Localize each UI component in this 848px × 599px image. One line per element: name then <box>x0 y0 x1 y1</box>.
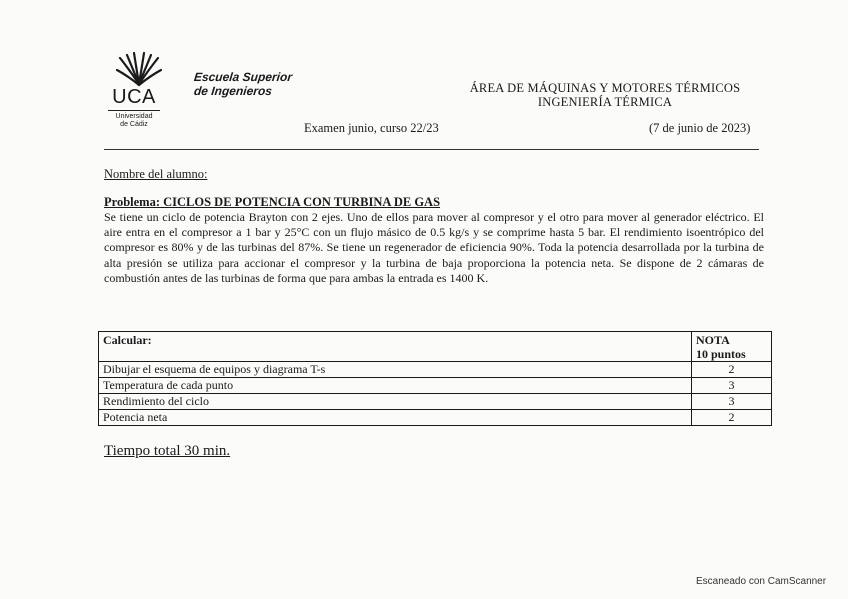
header-nota <box>692 332 772 362</box>
total-time: Tiempo total 30 min. <box>104 443 231 459</box>
exam-session: Examen junio, curso 22/23 <box>304 121 439 135</box>
grading-table <box>98 331 772 426</box>
header-divider <box>104 149 759 150</box>
points-cell: 3 <box>692 394 772 410</box>
student-name-label: Nombre del alumno: <box>104 167 208 181</box>
uca-emblem-icon <box>114 52 164 88</box>
points-cell: 2 <box>692 362 772 378</box>
school-name <box>194 70 292 98</box>
logo-divider <box>108 110 160 111</box>
task-cell: Rendimiento del ciclo <box>99 394 692 410</box>
scanner-watermark: Escaneado con CamScanner <box>696 576 827 587</box>
logo-subtitle-line1: Universidad <box>115 113 153 120</box>
header-nota-line2: 10 puntos <box>696 347 746 361</box>
department-heading <box>440 81 770 109</box>
logo-subtitle-line2: de Cádiz <box>120 121 148 128</box>
table-row <box>99 394 772 410</box>
department-line1: ÁREA DE MÁQUINAS Y MOTORES TÉRMICOS <box>469 81 741 95</box>
points-cell: 3 <box>692 378 772 394</box>
points-cell: 2 <box>692 410 772 426</box>
department-line2: INGENIERÍA TÉRMICA <box>537 95 673 109</box>
header-calcular: Calcular: <box>99 332 692 362</box>
problem-statement: Se tiene un ciclo de potencia Brayton con 2 ejes. Uno de ellos para mover al compresor y el otro para mover al generador eléctrico. El aire entra en el compresor a 1 bar y 25°C con un flujo másico de 0.5 kg/s y se comprime hasta 5 bar. El rendimiento isoentrópico del compresor es 80% y de las turbinas del 87%. Se tiene un regenerador de eficiencia 90%. Toda la potencia desarrollada por la turbina de alta presión se utiliza para accionar el compresor y la turbina de baja proporciona la potencia neta. Se dispone de 2 cámaras de combustión antes de las turbinas de forma que para ambas la entrada es 1400 K. <box>104 210 764 285</box>
table-row <box>99 410 772 426</box>
problem-title: Problema: CICLOS DE POTENCIA CON TURBINA DE GAS <box>104 195 441 209</box>
logo-subtitle <box>104 113 164 129</box>
task-cell: Temperatura de cada punto <box>99 378 692 394</box>
table-row <box>99 378 772 394</box>
table-row <box>99 362 772 378</box>
task-cell: Dibujar el esquema de equipos y diagrama T-s <box>99 362 692 378</box>
logo-text: UCA <box>112 86 156 108</box>
school-name-line1: Escuela Superior <box>193 70 293 84</box>
school-name-line2: de Ingenieros <box>193 84 273 98</box>
grading-table-header <box>99 332 772 362</box>
header-nota-line1: NOTA <box>696 333 730 347</box>
task-cell: Potencia neta <box>99 410 692 426</box>
exam-date: (7 de junio de 2023) <box>649 121 751 135</box>
